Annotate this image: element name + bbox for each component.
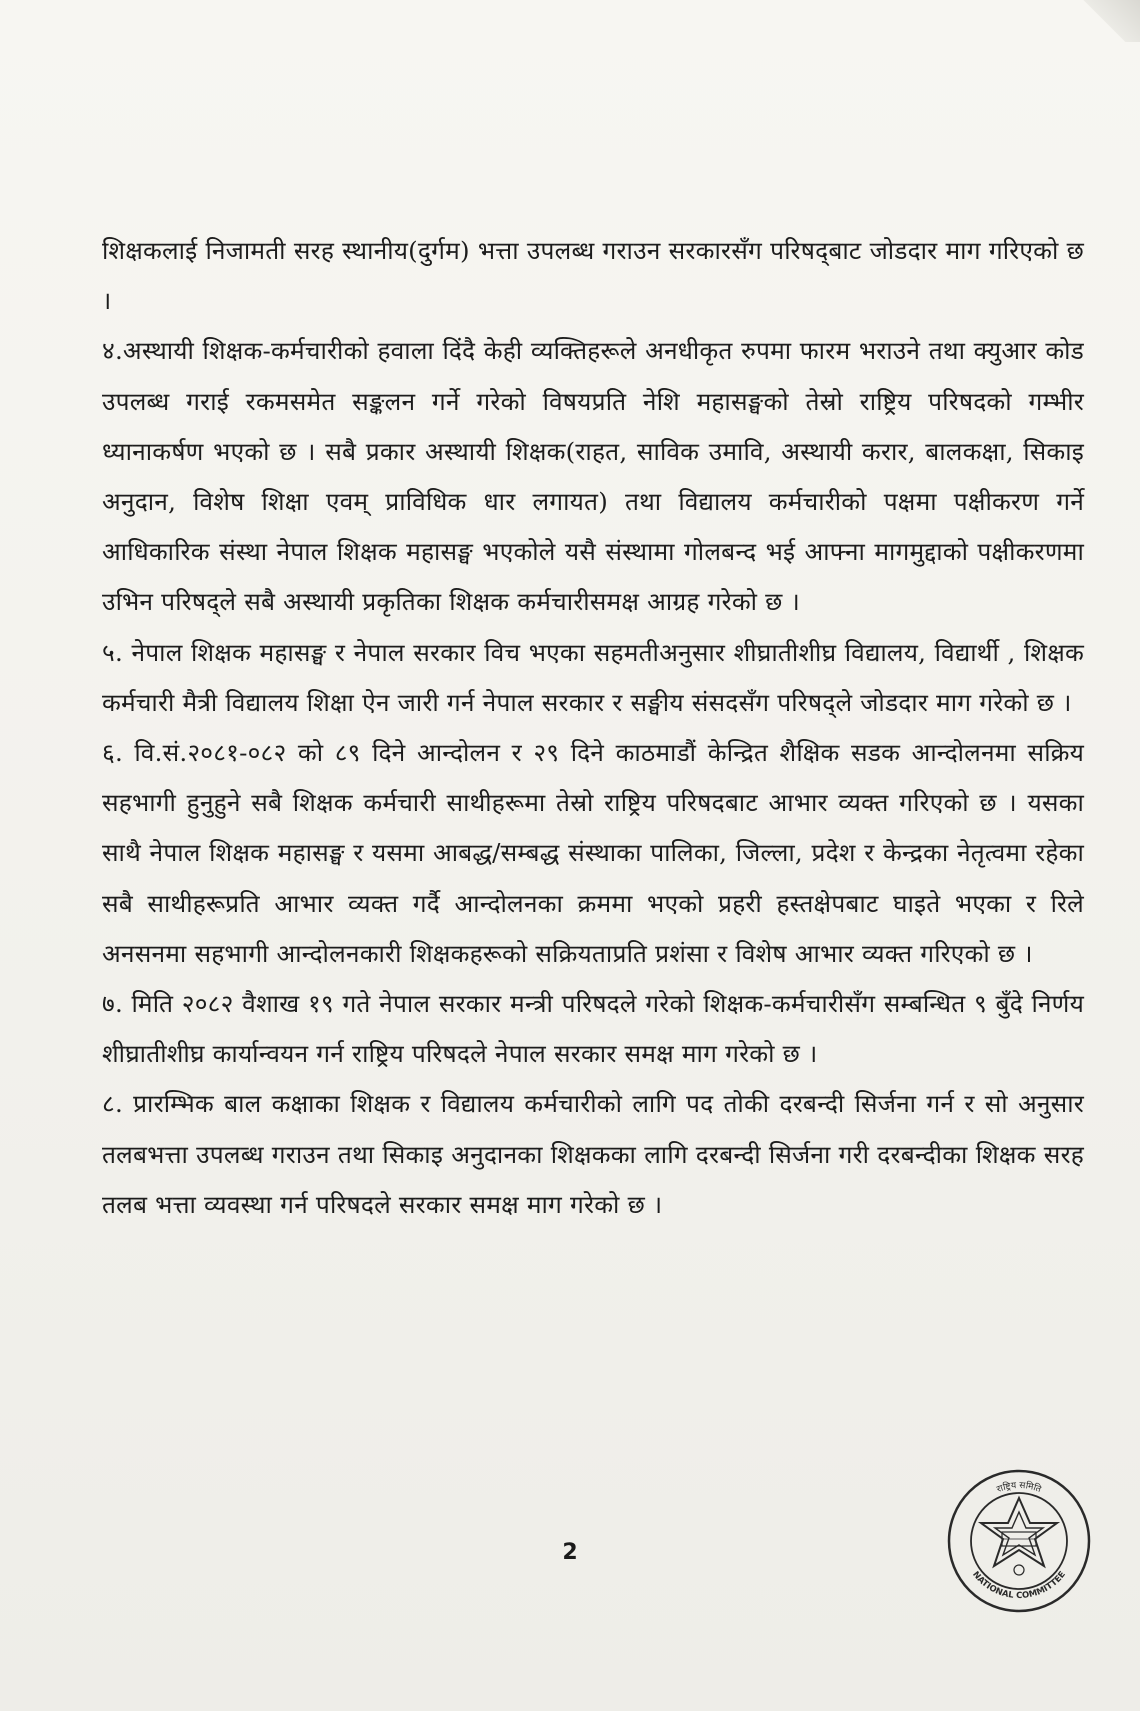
paragraph-point-4: ४.अस्थायी शिक्षक-कर्मचारीको हवाला दिंदै केही व्यक्तिहरूले अनधीकृत रुपमा फारम भराउने तथा क्युआर कोड उपलब्ध गराई रकमसमेत सङ्कलन गर्ने गरेको विषयप्रति नेशि महासङ्घको तेस्रो राष्ट्रिय परिषदको गम्भीर ध्यानाकर्षण भएको छ । सबै प्रकार अस्थायी शिक्षक(राहत, साविक उमावि, अस्थायी करार, बालकक्षा, सिकाइ अनुदान, विशेष शिक्षा एवम्‌ प्राविधिक धार लगायत) तथा विद्यालय कर्मचारीको पक्षमा पक्षीकरण गर्ने आधिकारिक संस्था नेपाल शिक्षक महासङ्घ भएकोले यसै संस्थामा गोलबन्द भई आफ्ना मागमुद्दाको पक्षीकरणमा उभिन परिषद्‌ले सबै अस्थायी प्रकृतिका शिक्षक कर्मचारीसमक्ष आग्रह गरेको छ ।: [102, 336, 1084, 617]
page-corner-fold: [1080, 0, 1140, 42]
document-body: [102, 226, 1084, 1230]
paragraph-3-continuation: शिक्षकलाई निजामती सरह स्थानीय(दुर्गम) भत्ता उपलब्ध गराउन सरकारसँग परिषद्‌बाट जोडदार माग गरिएको छ ।: [102, 236, 1084, 316]
seal-top-text: राष्ट्रिय समिति: [995, 1480, 1043, 1496]
paragraph-point-6: ६. वि.सं.२०८१-०८२ को ८९ दिने आन्दोलन र २९ दिने काठमाडौं केन्द्रित शैक्षिक सडक आन्दोलनमा सक्रिय सहभागी हुनुहुने सबै शिक्षक कर्मचारी साथीहरूमा तेस्रो राष्ट्रिय परिषदबाट आभार व्यक्त गरिएको छ । यसका साथै नेपाल शिक्षक महासङ्घ र यसमा आबद्ध/सम्बद्ध संस्थाका पालिका, जिल्ला, प्रदेश र केन्द्रका नेतृत्वमा रहेका सबै साथीहरूप्रति आभार व्यक्त गर्दै आन्दोलनका क्रममा भएको प्रहरी हस्तक्षेपबाट घाइते भएका र रिले अनसनमा सहभागी आन्दोलनकारी शिक्षकहरूको सक्रियताप्रति प्रशंसा र विशेष आभार व्यक्त गरिएको छ ।: [102, 738, 1084, 968]
organization-seal-stamp: [944, 1466, 1094, 1616]
paragraph-point-8: ८. प्रारम्भिक बाल कक्षाका शिक्षक र विद्यालय कर्मचारीको लागि पद तोकी दरबन्दी सिर्जना गर्न र सो अनुसार तलबभत्ता उपलब्ध गराउन तथा सिकाइ अनुदानका शिक्षकका लागि दरबन्दी सिर्जना गरी दरबन्दीका शिक्षक सरह तलब भत्ता व्यवस्था गर्न परिषदले सरकार समक्ष माग गरेको छ ।: [102, 1089, 1084, 1219]
paragraph-point-7: ७. मिति २०८२ वैशाख १९ गते नेपाल सरकार मन्त्री परिषदले गरेको शिक्षक-कर्मचारीसँग सम्बन्धित ९ बुँदे निर्णय शीघ्रातीशीघ्र कार्यान्वयन गर्न राष्ट्रिय परिषदले नेपाल सरकार समक्ष माग गरेको छ ।: [102, 989, 1084, 1069]
seal-bottom-text: NATIONAL COMMITTEE: [970, 1569, 1068, 1602]
page-number: 2: [562, 1540, 578, 1565]
paragraph-point-5: ५. नेपाल शिक्षक महासङ्घ र नेपाल सरकार विच भएका सहमतीअनुसार शीघ्रातीशीघ्र विद्यालय, विद्यार्थी , शिक्षक कर्मचारी मैत्री विद्यालय शिक्षा ऐन जारी गर्न नेपाल सरकार र सङ्घीय संसदसँग परिषद्‌ले जोडदार माग गरेको छ ।: [102, 637, 1084, 717]
